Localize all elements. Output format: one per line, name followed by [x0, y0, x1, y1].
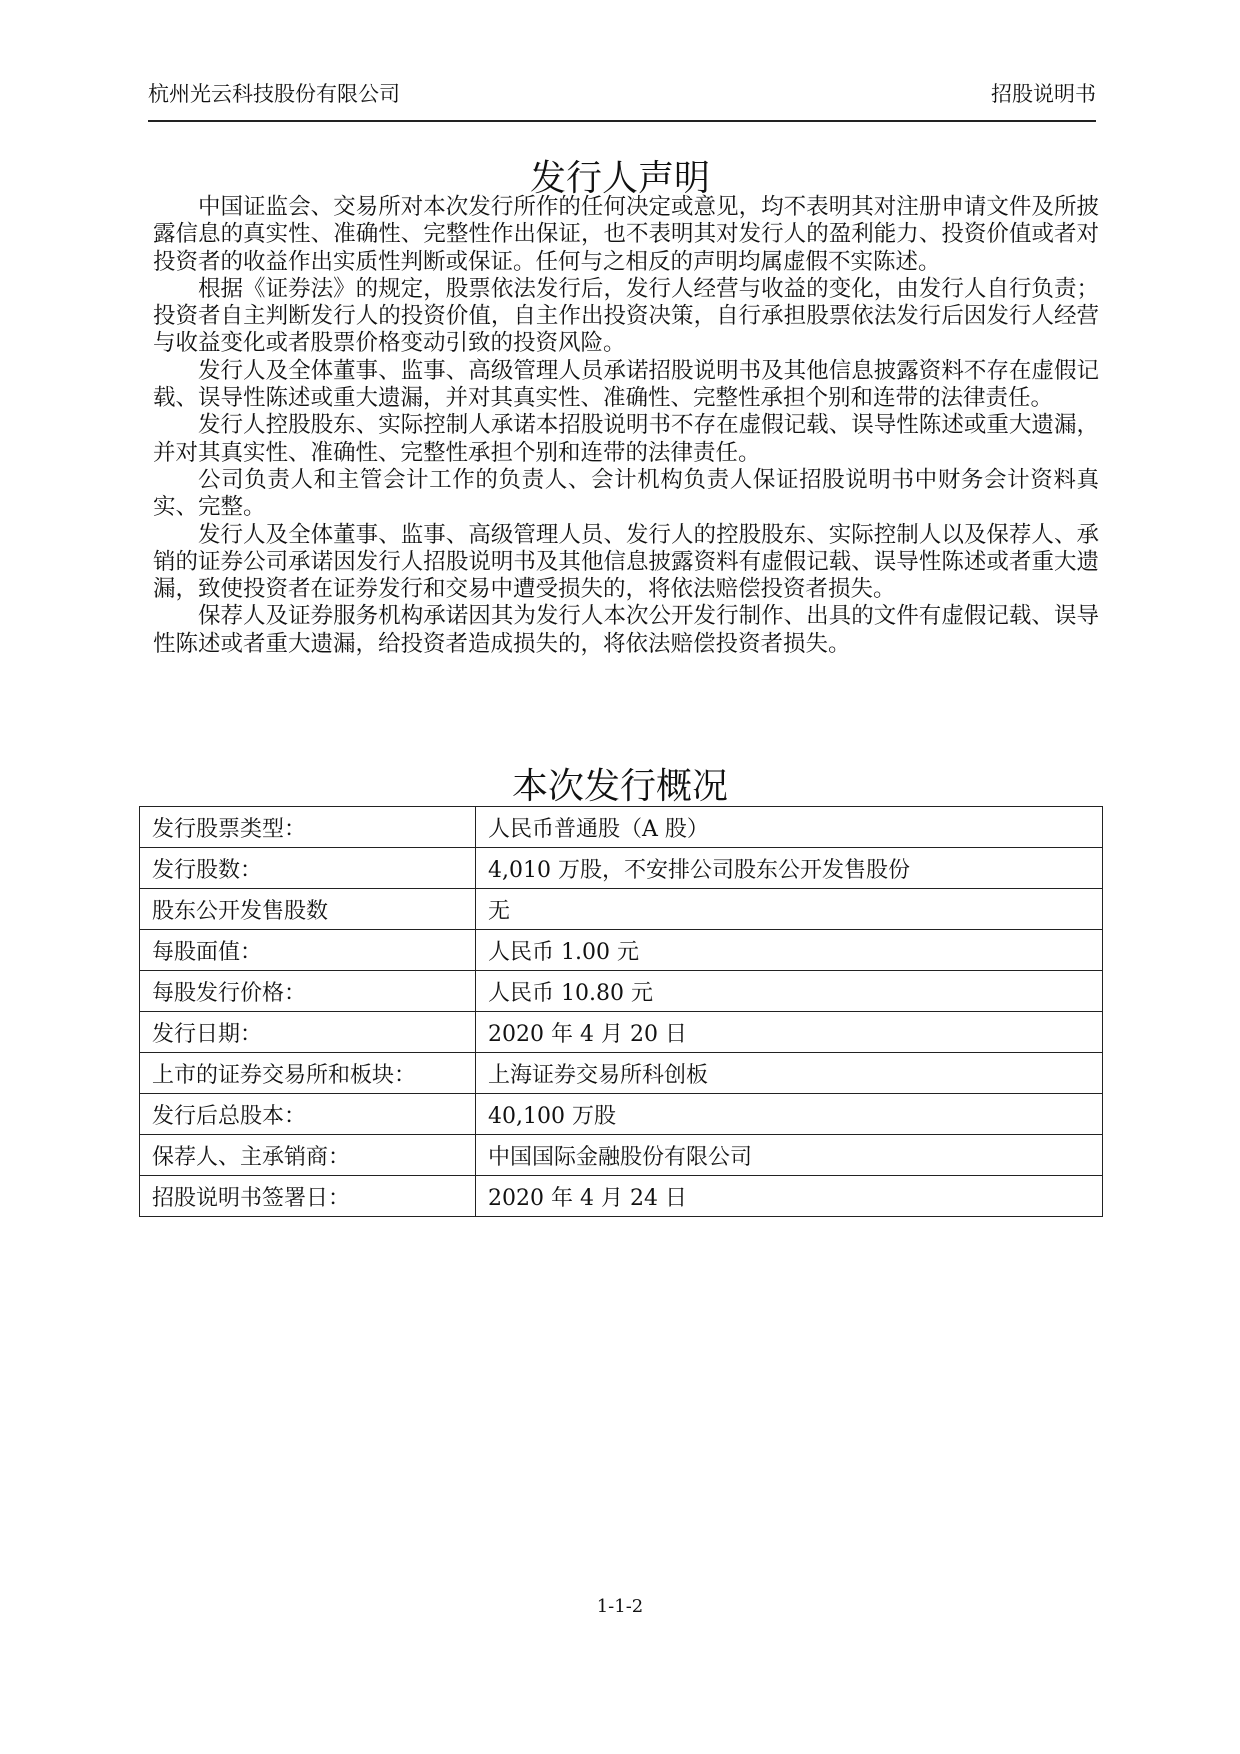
- row-label: 上市的证券交易所和板块：: [140, 1053, 476, 1094]
- statement-paragraph: 发行人及全体董事、监事、高级管理人员、发行人的控股股东、实际控制人以及保荐人、承销的证券公司承诺因发行人招股说明书及其他信息披露资料有虚假记载、误导性陈述或者重大遗漏，致使投资者在证券发行和交易中遭受损失的，将依法赔偿投资者损失。: [153, 521, 1099, 603]
- row-value: 2020 年 4 月 20 日: [476, 1012, 1103, 1053]
- row-value: 中国国际金融股份有限公司: [476, 1135, 1103, 1176]
- table-row: [140, 1094, 1103, 1135]
- row-label: 招股说明书签署日：: [140, 1176, 476, 1217]
- page-number: 1-1-2: [596, 1596, 644, 1617]
- table-row: [140, 1053, 1103, 1094]
- issuer-statement-body: [153, 194, 1099, 658]
- row-label: 每股发行价格：: [140, 971, 476, 1012]
- table-row: [140, 971, 1103, 1012]
- statement-paragraph: 发行人及全体董事、监事、高级管理人员承诺招股说明书及其他信息披露资料不存在虚假记载、误导性陈述或重大遗漏，并对其真实性、准确性、完整性承担个别和连带的法律责任。: [153, 357, 1099, 412]
- row-value: 2020 年 4 月 24 日: [476, 1176, 1103, 1217]
- statement-paragraph: 公司负责人和主管会计工作的负责人、会计机构负责人保证招股说明书中财务会计资料真实、完整。: [153, 466, 1099, 521]
- row-value: 人民币普通股（A 股）: [476, 807, 1103, 848]
- row-label: 股东公开发售股数: [140, 889, 476, 930]
- header-company-name: 杭州光云科技股份有限公司: [148, 82, 400, 106]
- row-label: 发行股数：: [140, 848, 476, 889]
- table-row: [140, 1012, 1103, 1053]
- statement-paragraph: 发行人控股股东、实际控制人承诺本招股说明书不存在虚假记载、误导性陈述或重大遗漏，并对其真实性、准确性、完整性承担个别和连带的法律责任。: [153, 412, 1099, 466]
- row-value: 无: [476, 889, 1103, 930]
- page-header: [148, 74, 1096, 122]
- statement-paragraph: 根据《证券法》的规定，股票依法发行后，发行人经营与收益的变化，由发行人自行负责；投资者自主判断发行人的投资价值，自主作出投资决策，自行承担股票依法发行后因发行人经营与收益变化或者股票价格变动引致的投资风险。: [153, 275, 1099, 357]
- statement-paragraph: 中国证监会、交易所对本次发行所作的任何决定或意见，均不表明其对注册申请文件及所披露信息的真实性、准确性、完整性作出保证，也不表明其对发行人的盈利能力、投资价值或者对投资者的收益作出实质性判断或保证。任何与之相反的声明均属虚假不实陈述。: [153, 194, 1099, 275]
- row-label: 每股面值：: [140, 930, 476, 971]
- row-label: 发行后总股本：: [140, 1094, 476, 1135]
- table-row: [140, 930, 1103, 971]
- row-value: 4,010 万股，不安排公司股东公开发售股份: [476, 848, 1103, 889]
- row-label: 发行股票类型：: [140, 807, 476, 848]
- offering-overview-title: 本次发行概况: [511, 766, 728, 807]
- table-row: [140, 889, 1103, 930]
- table-row: [140, 1176, 1103, 1217]
- table-row: [140, 848, 1103, 889]
- row-label: 发行日期：: [140, 1012, 476, 1053]
- row-value: 人民币 1.00 元: [476, 930, 1103, 971]
- row-value: 40,100 万股: [476, 1094, 1103, 1135]
- table-row: [140, 807, 1103, 848]
- table-row: [140, 1135, 1103, 1176]
- row-value: 上海证券交易所科创板: [476, 1053, 1103, 1094]
- issuer-statement-title: 发行人声明: [529, 158, 710, 199]
- header-document-type: 招股说明书: [991, 82, 1096, 106]
- row-label: 保荐人、主承销商：: [140, 1135, 476, 1176]
- statement-paragraph: 保荐人及证券服务机构承诺因其为发行人本次公开发行制作、出具的文件有虚假记载、误导性陈述或者重大遗漏，给投资者造成损失的，将依法赔偿投资者损失。: [153, 603, 1099, 657]
- offering-overview-table: [139, 806, 1103, 1217]
- row-value: 人民币 10.80 元: [476, 971, 1103, 1012]
